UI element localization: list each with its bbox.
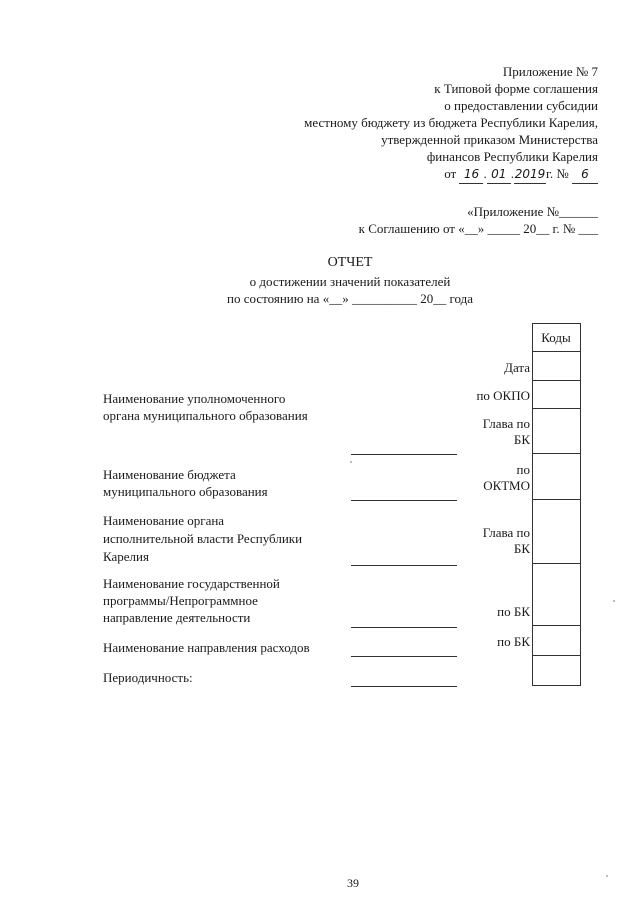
field-expense-direction-line [351, 656, 457, 657]
header-line-6: финансов Республики Карелия [426, 149, 598, 164]
field-budget-name-2: муниципального образования [103, 484, 268, 499]
field-budget-name-1: Наименование бюджета [103, 467, 236, 482]
field-budget-name-line [351, 500, 457, 501]
field-periodicity: Периодичность: [103, 670, 193, 685]
field-executive-body-2: исполнительной власти Республики [103, 531, 303, 546]
field-authorized-body-1: Наименование уполномоченного [103, 391, 286, 406]
order-date-line: от 16 . 01 .2019г. № 6 [444, 165, 598, 184]
code-label-oktmo-a: по [516, 462, 530, 477]
report-as-of: по состоянию на «__» __________ 20__ года [227, 291, 473, 306]
code-label-date: Дата [504, 360, 530, 375]
field-executive-body-3: Карелия [103, 549, 149, 564]
code-label-oktmo-b: ОКТМО [483, 478, 530, 493]
field-authorized-body-line [351, 454, 457, 455]
appendix-ref-line-2: к Соглашению от «__» _____ 20__ г. № ___ [358, 221, 598, 236]
date-year: 2019 [514, 166, 546, 184]
code-label-glava-1b: БК [513, 432, 530, 447]
scan-speck [613, 600, 615, 602]
header-line-3: о предоставлении субсидии [444, 98, 598, 113]
scan-speck [350, 461, 352, 463]
report-title: ОТЧЕТ [327, 255, 373, 270]
field-program-3: направление деятельности [103, 610, 251, 625]
header-line-2: к Типовой форме соглашения [434, 81, 598, 96]
header-line-5: утвержденной приказом Министерства [381, 132, 598, 147]
field-program-2: программы/Непрограммное [103, 593, 258, 608]
field-program-1: Наименование государственной [103, 576, 280, 591]
code-label-bk-1: по БК [497, 604, 530, 619]
date-prefix: от [444, 166, 457, 181]
codes-header: Коды [541, 330, 571, 345]
field-program-line [351, 627, 457, 628]
date-day: 16 [459, 166, 483, 184]
report-subtitle: о достижении значений показателей [249, 274, 451, 289]
field-periodicity-line [351, 686, 457, 687]
code-label-okpo: по ОКПО [476, 388, 530, 403]
code-label-bk-2: по БК [497, 634, 530, 649]
date-month: 01 [487, 166, 511, 184]
date-suffix: г. № [545, 166, 569, 181]
field-executive-body-line [351, 565, 457, 566]
header-line-4: местному бюджету из бюджета Республики Карелия, [304, 115, 598, 130]
code-label-glava-2b: БК [513, 541, 530, 556]
code-label-glava-2a: Глава по [482, 525, 530, 540]
field-expense-direction: Наименование направления расходов [103, 640, 310, 655]
order-number: 6 [572, 166, 598, 184]
field-executive-body-1: Наименование органа [103, 513, 225, 528]
appendix-title: Приложение № 7 [502, 64, 598, 79]
field-authorized-body-2: органа муниципального образования [103, 408, 308, 423]
appendix-ref-line-1: «Приложение №______ [467, 204, 598, 219]
code-label-glava-1a: Глава по [482, 416, 530, 431]
page-number: 39 [347, 876, 359, 890]
